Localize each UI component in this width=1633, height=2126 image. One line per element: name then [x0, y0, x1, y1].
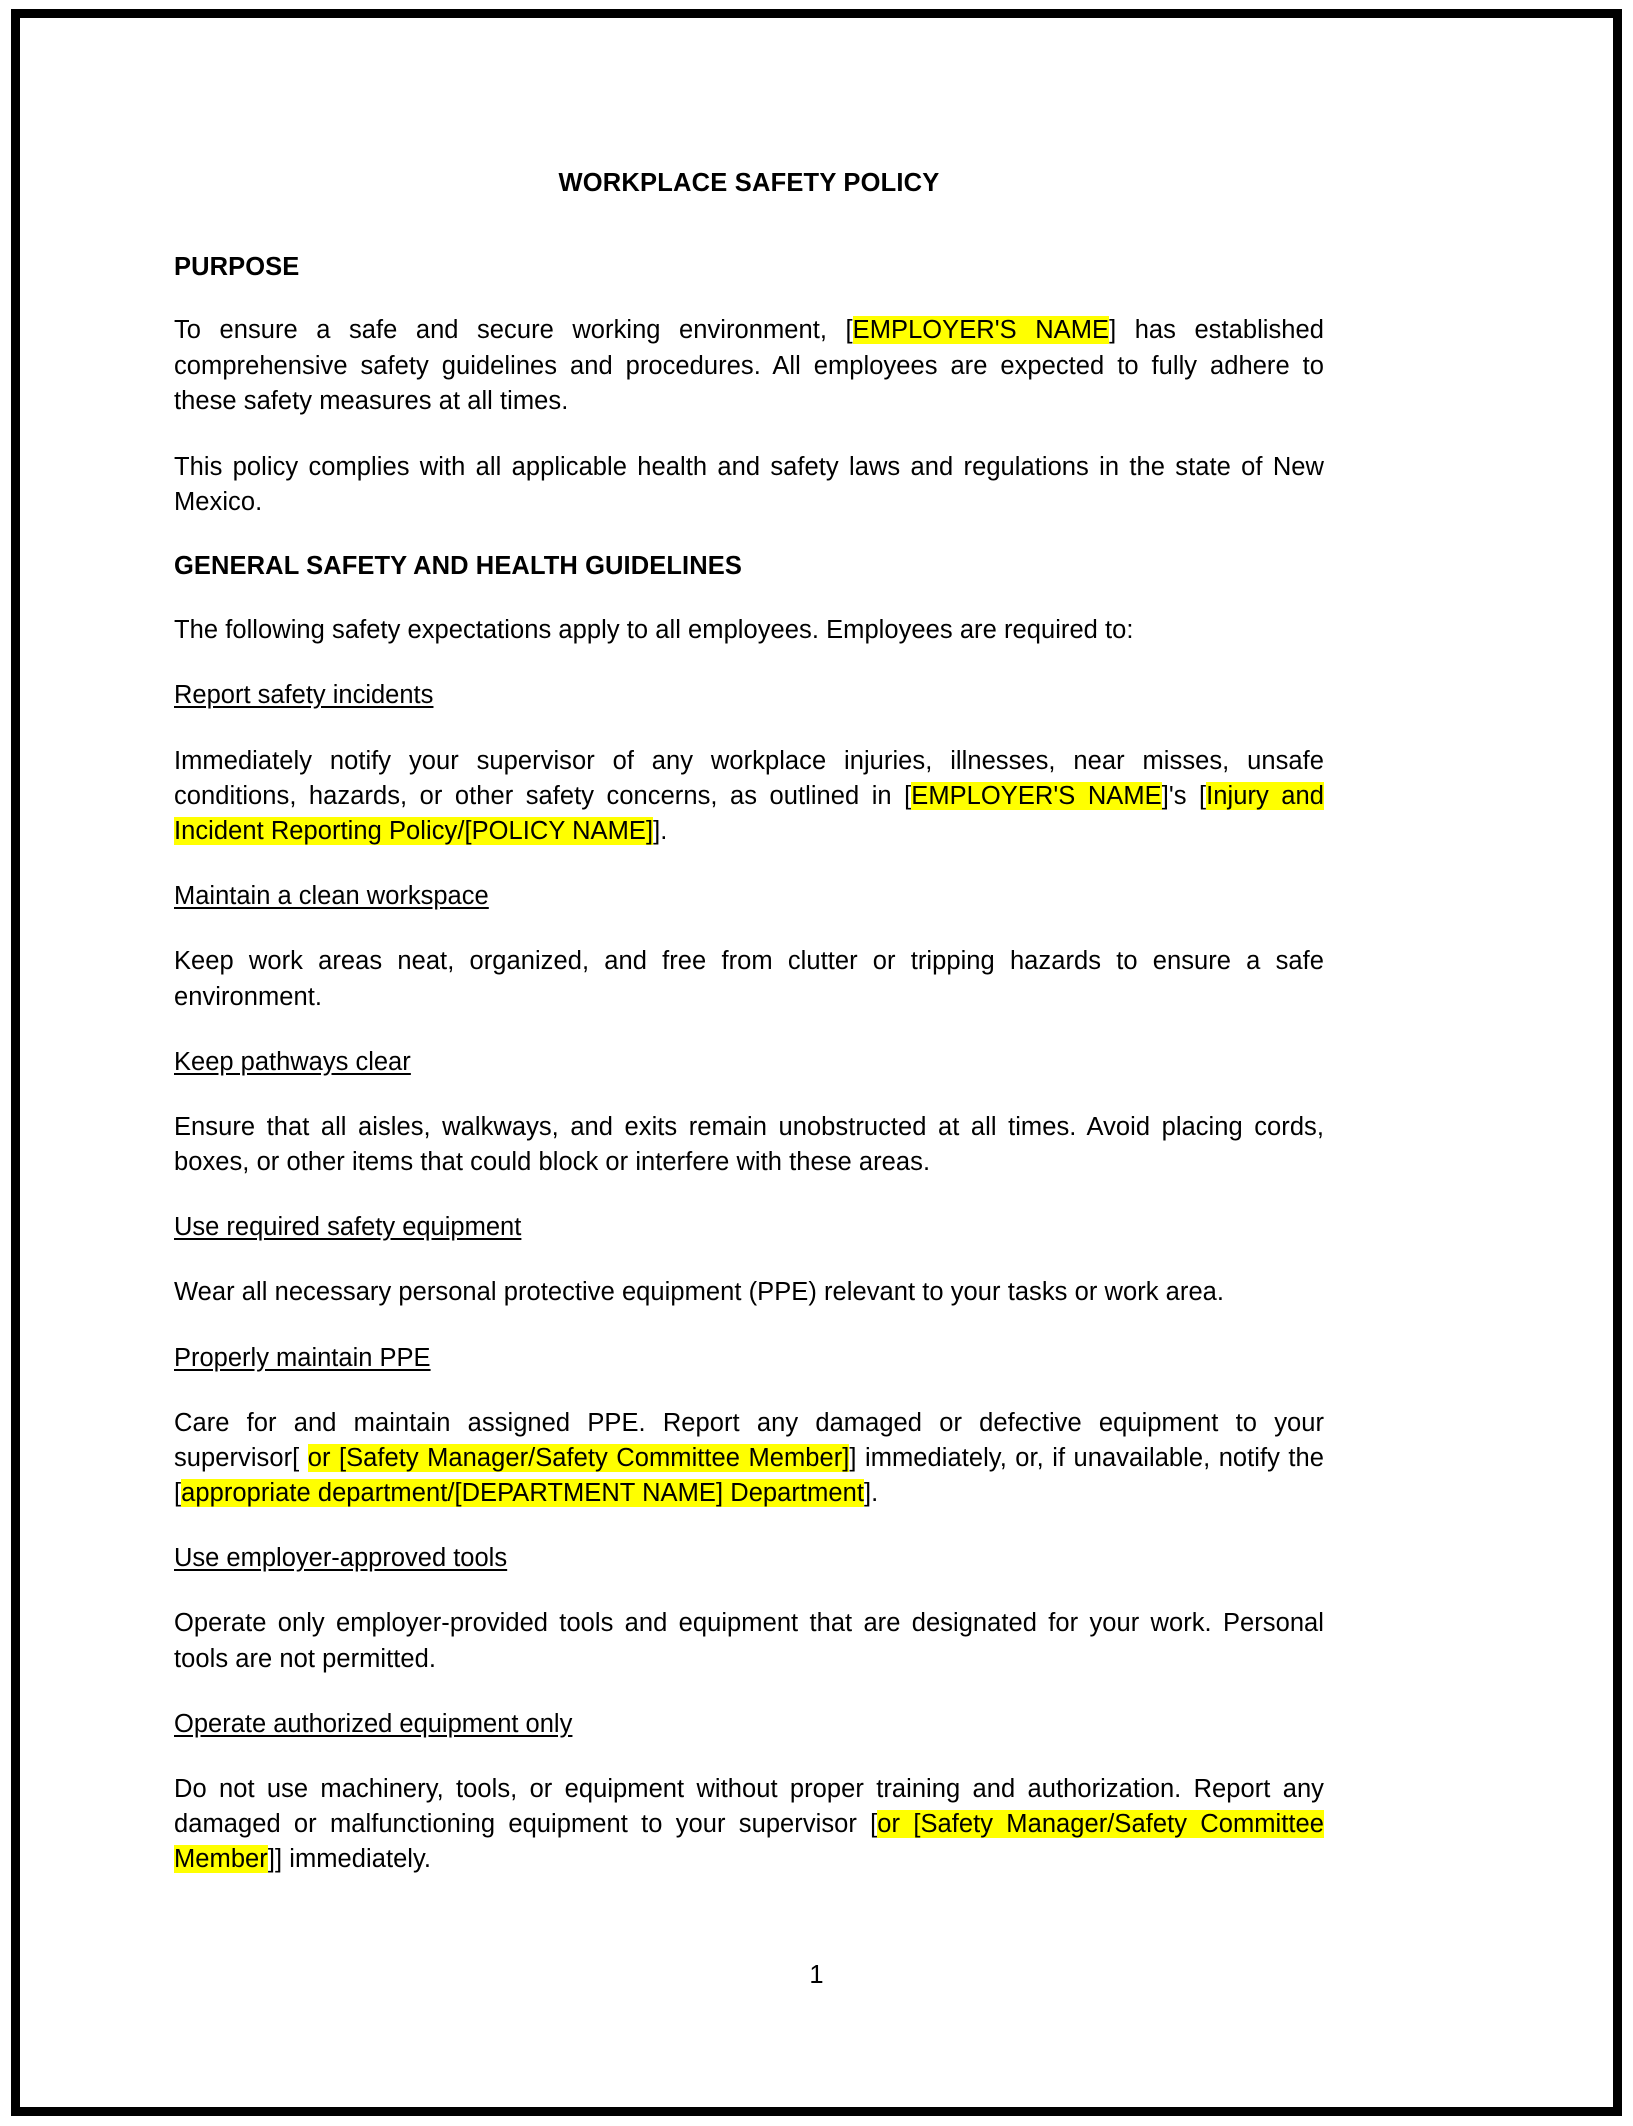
section-heading-purpose: PURPOSE — [174, 252, 300, 281]
item6-text-before: Do not use machinery, tools, or equipment without proper training and authorization. Report any damaged or malfunctioning equipment to your supervisor [ — [174, 1774, 1324, 1839]
sub-heading-label: Properly maintain PPE — [174, 1343, 431, 1372]
paragraph-use-employer-approved-tools: Operate only employer-provided tools and equipment that are designated for your work. Personal tools are not permitted. — [174, 1609, 1324, 1673]
section-heading-general-safety: GENERAL SAFETY AND HEALTH GUIDELINES — [174, 552, 742, 581]
sub-heading-maintain-clean-workspace — [174, 880, 1324, 913]
document-page-frame — [11, 9, 1622, 2116]
paragraph-maintain-clean-workspace: Keep work areas neat, organized, and free from clutter or tripping hazards to ensure a safe environment. — [174, 947, 1324, 1011]
sub-heading-label: Report safety incidents — [174, 681, 434, 710]
sub-heading-operate-authorized-equipment-only — [174, 1708, 1324, 1741]
document-page — [20, 18, 1613, 2107]
item0-text-after: ]. — [653, 816, 668, 845]
document-content — [174, 168, 1324, 1908]
highlight-injury-incident-reporting-policy: Injury and Incident Reporting Policy/[POLICY NAME] — [174, 781, 1324, 845]
paragraph-properly-maintain-ppe — [174, 1406, 1324, 1512]
page-title: WORKPLACE SAFETY POLICY — [558, 169, 940, 197]
purpose-p1-text-after: ] has established comprehensive safety guidelines and procedures. All employees are expected to fully adhere to these safety measures at all times. — [174, 316, 1325, 415]
highlight-employers-name-2: EMPLOYER'S NAME — [911, 781, 1162, 810]
sub-heading-label: Use employer-approved tools — [174, 1544, 508, 1573]
page-number: 1 — [809, 1961, 824, 1989]
paragraph-use-required-safety-equipment: Wear all necessary personal protective equipment (PPE) relevant to your tasks or work area. — [174, 1278, 1225, 1307]
purpose-p1-text-before: To ensure a safe and secure working environment, [ — [174, 316, 853, 345]
item6-text-after: ]] immediately. — [267, 1845, 432, 1874]
sub-heading-label: Keep pathways clear — [174, 1047, 411, 1076]
sub-heading-properly-maintain-ppe — [174, 1342, 1324, 1375]
sub-heading-use-employer-approved-tools — [174, 1542, 1324, 1575]
highlight-appropriate-department: appropriate department/[DEPARTMENT NAME] Department — [181, 1479, 864, 1508]
highlight-or-safety-manager-committee-member-2: or [Safety Manager/Safety Committee Member — [174, 1810, 1324, 1874]
sub-heading-label: Use required safety equipment — [174, 1213, 522, 1242]
item0-text-mid: ]'s [ — [1161, 781, 1207, 810]
sub-heading-use-required-safety-equipment — [174, 1211, 1324, 1244]
item4-text-before: Care for and maintain assigned PPE. Report any damaged or defective equipment to your supervisor[ — [174, 1408, 1324, 1472]
item4-text-mid: ] immediately, or, if unavailable, notify the [ — [174, 1443, 1324, 1508]
purpose-paragraph-1 — [174, 313, 1324, 419]
paragraph-operate-authorized-equipment-only — [174, 1772, 1324, 1878]
sub-heading-keep-pathways-clear — [174, 1046, 1324, 1079]
highlight-or-safety-manager-committee-member: or [Safety Manager/Safety Committee Member] — [307, 1443, 850, 1472]
sub-heading-report-safety-incidents — [174, 679, 1324, 712]
general-safety-intro: The following safety expectations apply to all employees. Employees are required to: — [174, 616, 1134, 645]
item0-text-before: Immediately notify your supervisor of any workplace injuries, illnesses, near misses, unsafe conditions, hazards, or other safety concerns, as outlined in [ — [174, 746, 1324, 810]
sub-heading-label: Maintain a clean workspace — [174, 882, 489, 911]
purpose-paragraph-2: This policy complies with all applicable health and safety laws and regulations in the state of New Mexico. — [174, 453, 1324, 517]
sub-heading-label: Operate authorized equipment only — [174, 1709, 573, 1738]
paragraph-report-safety-incidents — [174, 744, 1324, 850]
paragraph-keep-pathways-clear: Ensure that all aisles, walkways, and exits remain unobstructed at all times. Avoid placing cords, boxes, or other items that could block or interfere with these areas. — [174, 1112, 1324, 1177]
item4-text-after: ]. — [863, 1479, 879, 1508]
highlight-employers-name: EMPLOYER'S NAME — [852, 316, 1110, 345]
